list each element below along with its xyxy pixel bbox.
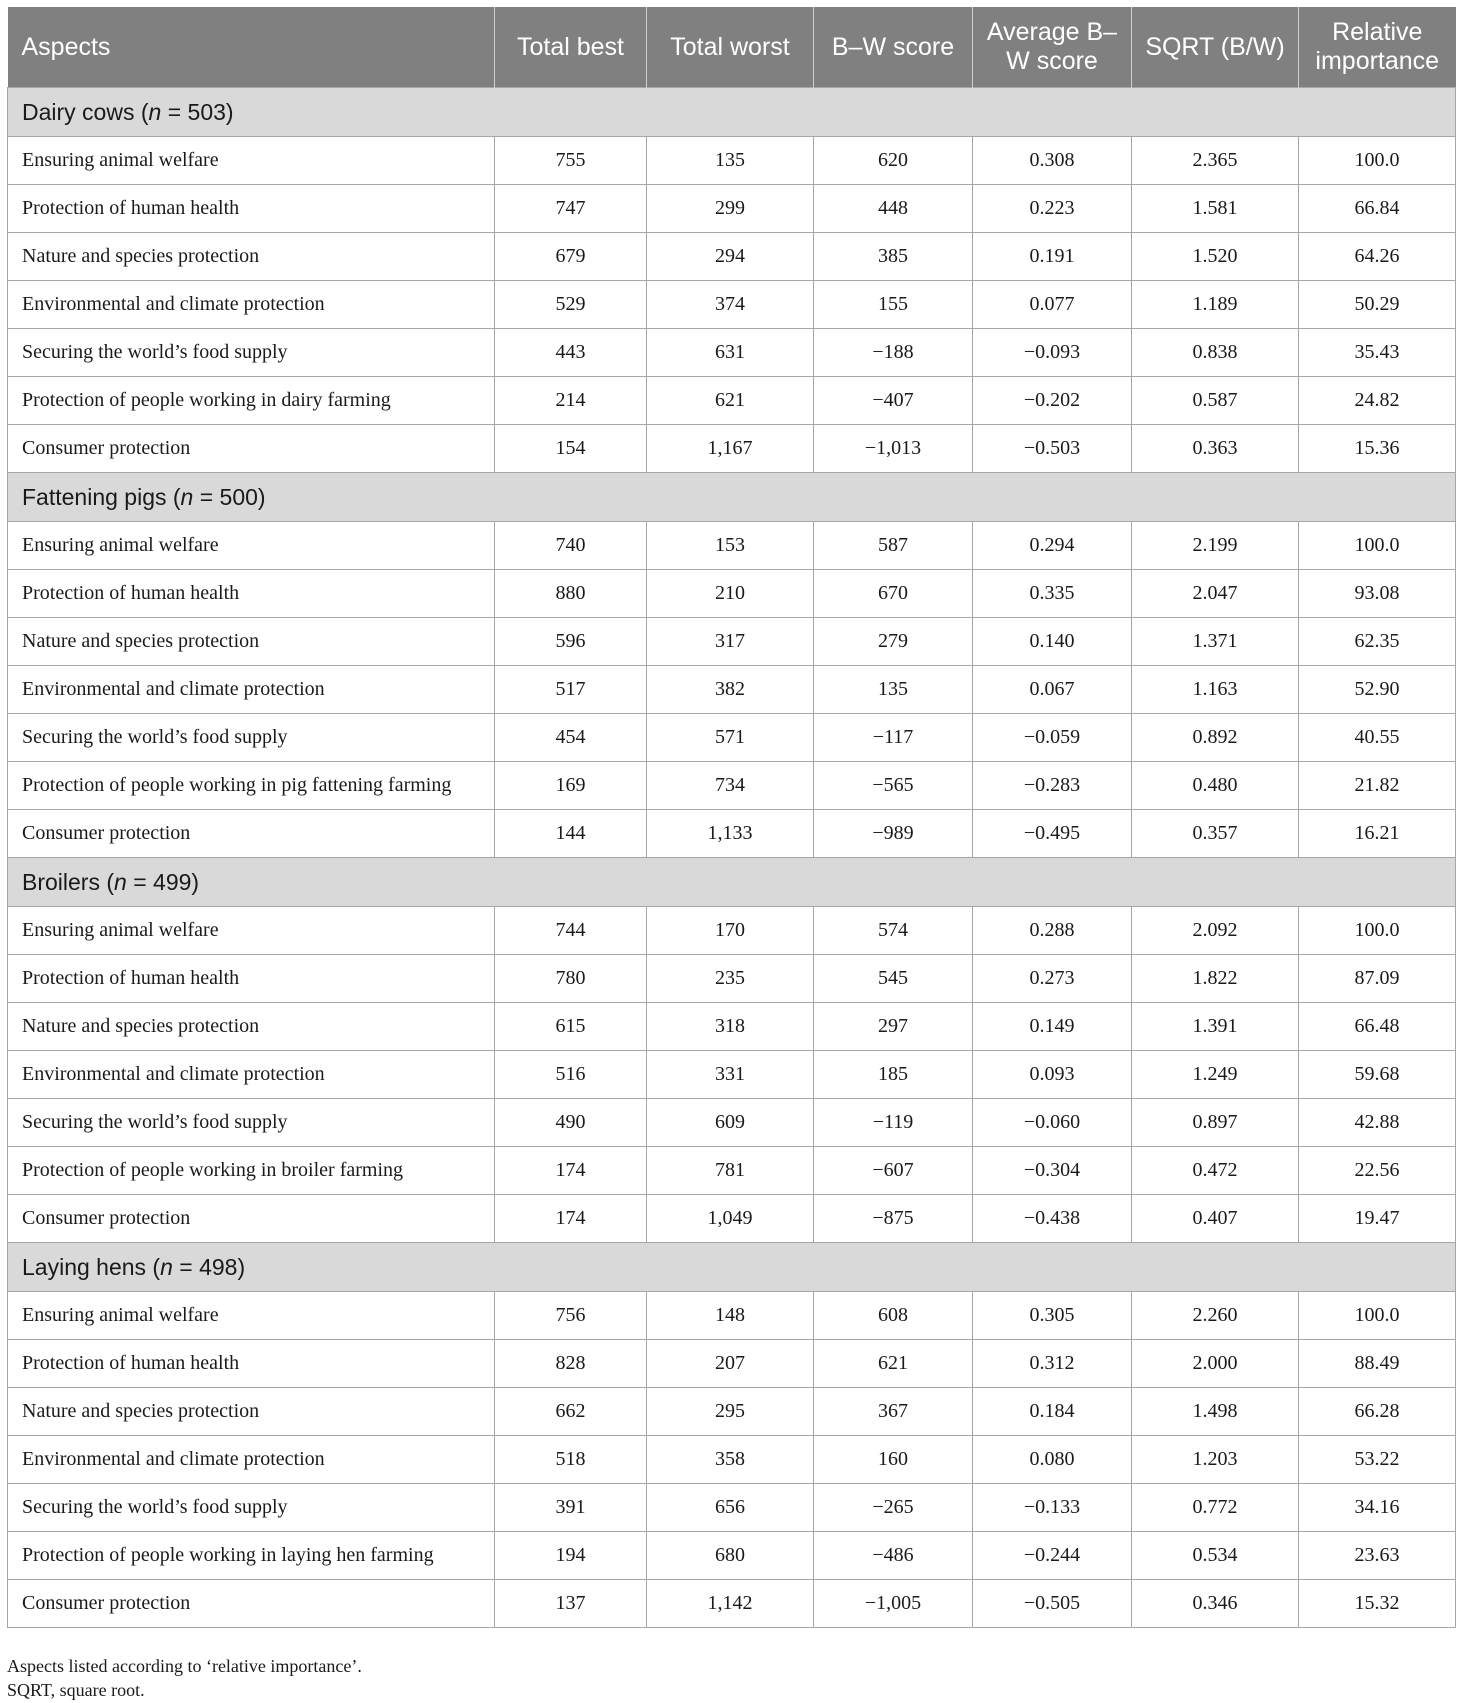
relative-importance-cell: 15.32 — [1299, 1580, 1456, 1628]
total-worst-cell: 207 — [647, 1340, 814, 1388]
bw-score-cell: 297 — [814, 1003, 973, 1051]
table-row — [8, 425, 1456, 473]
group-title — [8, 88, 1456, 137]
total-worst-cell: 1,133 — [647, 810, 814, 858]
average-bw-score-cell: −0.503 — [973, 425, 1132, 473]
total-worst-cell: 358 — [647, 1436, 814, 1484]
aspect-cell: Ensuring animal welfare — [8, 522, 495, 570]
sqrt-bw-cell: 0.838 — [1132, 329, 1299, 377]
table-row — [8, 618, 1456, 666]
total-best-cell: 144 — [495, 810, 647, 858]
total-worst-cell: 621 — [647, 377, 814, 425]
total-best-cell: 828 — [495, 1340, 647, 1388]
relative-importance-cell: 93.08 — [1299, 570, 1456, 618]
table-row — [8, 714, 1456, 762]
average-bw-score-cell: 0.149 — [973, 1003, 1132, 1051]
bw-score-cell: 670 — [814, 570, 973, 618]
group-label: Laying hens ( — [22, 1253, 161, 1280]
table-row — [8, 1051, 1456, 1099]
group-header-row — [8, 1243, 1456, 1292]
table-row — [8, 522, 1456, 570]
aspect-cell: Consumer protection — [8, 1195, 495, 1243]
total-best-cell: 662 — [495, 1388, 647, 1436]
sqrt-bw-cell: 0.534 — [1132, 1532, 1299, 1580]
total-worst-cell: 318 — [647, 1003, 814, 1051]
sqrt-bw-cell: 2.365 — [1132, 137, 1299, 185]
header-average-bw-score: Average B–W score — [973, 7, 1132, 88]
sqrt-bw-cell: 0.772 — [1132, 1484, 1299, 1532]
total-worst-cell: 374 — [647, 281, 814, 329]
table-row — [8, 907, 1456, 955]
footnote: Aspects listed according to ‘relative importance’. — [7, 1656, 362, 1676]
relative-importance-cell: 50.29 — [1299, 281, 1456, 329]
relative-importance-cell: 66.28 — [1299, 1388, 1456, 1436]
total-best-cell: 490 — [495, 1099, 647, 1147]
sqrt-bw-cell: 0.892 — [1132, 714, 1299, 762]
aspect-cell: Protection of people working in broiler farming — [8, 1147, 495, 1195]
total-best-cell: 740 — [495, 522, 647, 570]
bw-score-cell: 587 — [814, 522, 973, 570]
average-bw-score-cell: 0.223 — [973, 185, 1132, 233]
header-total-best: Total best — [495, 7, 647, 88]
group-header-row — [8, 858, 1456, 907]
total-worst-cell: 609 — [647, 1099, 814, 1147]
bw-score-cell: −989 — [814, 810, 973, 858]
total-worst-cell: 331 — [647, 1051, 814, 1099]
average-bw-score-cell: −0.202 — [973, 377, 1132, 425]
bw-score-cell: 545 — [814, 955, 973, 1003]
total-worst-cell: 295 — [647, 1388, 814, 1436]
bw-score-cell: 385 — [814, 233, 973, 281]
total-best-cell: 756 — [495, 1292, 647, 1340]
total-best-cell: 780 — [495, 955, 647, 1003]
average-bw-score-cell: 0.191 — [973, 233, 1132, 281]
total-worst-cell: 210 — [647, 570, 814, 618]
average-bw-score-cell: 0.093 — [973, 1051, 1132, 1099]
average-bw-score-cell: 0.288 — [973, 907, 1132, 955]
bw-score-cell: −188 — [814, 329, 973, 377]
table-row — [8, 137, 1456, 185]
aspect-cell: Nature and species protection — [8, 1388, 495, 1436]
aspect-cell: Protection of human health — [8, 185, 495, 233]
header-relative-importance: Relative importance — [1299, 7, 1456, 88]
total-best-cell: 137 — [495, 1580, 647, 1628]
table-row — [8, 1388, 1456, 1436]
table-row — [8, 810, 1456, 858]
relative-importance-cell: 21.82 — [1299, 762, 1456, 810]
aspect-cell: Securing the world’s food supply — [8, 714, 495, 762]
relative-importance-cell: 22.56 — [1299, 1147, 1456, 1195]
total-best-cell: 194 — [495, 1532, 647, 1580]
relative-importance-cell: 64.26 — [1299, 233, 1456, 281]
total-best-cell: 615 — [495, 1003, 647, 1051]
table-row — [8, 1532, 1456, 1580]
relative-importance-cell: 15.36 — [1299, 425, 1456, 473]
header-bw-score: B–W score — [814, 7, 973, 88]
average-bw-score-cell: 0.080 — [973, 1436, 1132, 1484]
bw-score-cell: 608 — [814, 1292, 973, 1340]
aspect-cell: Nature and species protection — [8, 233, 495, 281]
aspect-cell: Securing the world’s food supply — [8, 329, 495, 377]
average-bw-score-cell: −0.244 — [973, 1532, 1132, 1580]
aspect-cell: Protection of people working in dairy farming — [8, 377, 495, 425]
bw-score-cell: 620 — [814, 137, 973, 185]
sample-size-value: = 499) — [126, 868, 200, 895]
sqrt-bw-cell: 1.581 — [1132, 185, 1299, 233]
bw-score-cell: −119 — [814, 1099, 973, 1147]
total-best-cell: 174 — [495, 1147, 647, 1195]
aspect-cell: Protection of human health — [8, 955, 495, 1003]
total-best-cell: 454 — [495, 714, 647, 762]
bw-score-cell: 135 — [814, 666, 973, 714]
sqrt-bw-cell: 0.346 — [1132, 1580, 1299, 1628]
sqrt-bw-cell: 1.371 — [1132, 618, 1299, 666]
table-row — [8, 955, 1456, 1003]
total-best-cell: 174 — [495, 1195, 647, 1243]
relative-importance-cell: 23.63 — [1299, 1532, 1456, 1580]
results-table — [7, 7, 1456, 1628]
bw-score-cell: −486 — [814, 1532, 973, 1580]
average-bw-score-cell: 0.312 — [973, 1340, 1132, 1388]
average-bw-score-cell: −0.060 — [973, 1099, 1132, 1147]
total-best-cell: 443 — [495, 329, 647, 377]
table-row — [8, 1580, 1456, 1628]
average-bw-score-cell: 0.273 — [973, 955, 1132, 1003]
total-worst-cell: 148 — [647, 1292, 814, 1340]
group-header-row — [8, 473, 1456, 522]
sample-size-symbol: n — [148, 98, 162, 125]
relative-importance-cell: 35.43 — [1299, 329, 1456, 377]
table-row — [8, 1484, 1456, 1532]
average-bw-score-cell: −0.495 — [973, 810, 1132, 858]
total-worst-cell: 135 — [647, 137, 814, 185]
sqrt-bw-cell: 0.407 — [1132, 1195, 1299, 1243]
average-bw-score-cell: 0.077 — [973, 281, 1132, 329]
relative-importance-cell: 100.0 — [1299, 137, 1456, 185]
total-worst-cell: 1,167 — [647, 425, 814, 473]
total-best-cell: 518 — [495, 1436, 647, 1484]
average-bw-score-cell: −0.505 — [973, 1580, 1132, 1628]
total-worst-cell: 1,049 — [647, 1195, 814, 1243]
bw-score-cell: 367 — [814, 1388, 973, 1436]
aspect-cell: Environmental and climate protection — [8, 1436, 495, 1484]
total-worst-cell: 317 — [647, 618, 814, 666]
bw-score-cell: 448 — [814, 185, 973, 233]
bw-score-cell: −607 — [814, 1147, 973, 1195]
total-worst-cell: 1,142 — [647, 1580, 814, 1628]
sample-size-value: = 498) — [172, 1253, 246, 1280]
relative-importance-cell: 100.0 — [1299, 907, 1456, 955]
table-row — [8, 1195, 1456, 1243]
relative-importance-cell: 62.35 — [1299, 618, 1456, 666]
sqrt-bw-cell: 2.000 — [1132, 1340, 1299, 1388]
average-bw-score-cell: 0.305 — [973, 1292, 1132, 1340]
aspect-cell: Consumer protection — [8, 810, 495, 858]
total-best-cell: 755 — [495, 137, 647, 185]
aspect-cell: Securing the world’s food supply — [8, 1099, 495, 1147]
aspect-cell: Environmental and climate protection — [8, 666, 495, 714]
total-best-cell: 516 — [495, 1051, 647, 1099]
sqrt-bw-cell: 0.363 — [1132, 425, 1299, 473]
relative-importance-cell: 53.22 — [1299, 1436, 1456, 1484]
bw-score-cell: 574 — [814, 907, 973, 955]
average-bw-score-cell: −0.304 — [973, 1147, 1132, 1195]
bw-score-cell: −265 — [814, 1484, 973, 1532]
relative-importance-cell: 100.0 — [1299, 1292, 1456, 1340]
average-bw-score-cell: 0.308 — [973, 137, 1132, 185]
table-row — [8, 185, 1456, 233]
table-row — [8, 1340, 1456, 1388]
relative-importance-cell: 16.21 — [1299, 810, 1456, 858]
relative-importance-cell: 40.55 — [1299, 714, 1456, 762]
relative-importance-cell: 52.90 — [1299, 666, 1456, 714]
aspect-cell: Protection of human health — [8, 570, 495, 618]
table-row — [8, 1147, 1456, 1195]
header-row — [8, 7, 1456, 88]
total-best-cell: 744 — [495, 907, 647, 955]
total-best-cell: 679 — [495, 233, 647, 281]
aspect-cell: Ensuring animal welfare — [8, 907, 495, 955]
group-label: Fattening pigs ( — [22, 483, 181, 510]
sqrt-bw-cell: 0.357 — [1132, 810, 1299, 858]
group-label: Dairy cows ( — [22, 98, 149, 125]
group-title — [8, 473, 1456, 522]
total-best-cell: 529 — [495, 281, 647, 329]
total-worst-cell: 170 — [647, 907, 814, 955]
average-bw-score-cell: 0.184 — [973, 1388, 1132, 1436]
sample-size-value: = 500) — [193, 483, 266, 510]
relative-importance-cell: 66.84 — [1299, 185, 1456, 233]
relative-importance-cell: 59.68 — [1299, 1051, 1456, 1099]
sqrt-bw-cell: 1.189 — [1132, 281, 1299, 329]
total-worst-cell: 781 — [647, 1147, 814, 1195]
sqrt-bw-cell: 0.587 — [1132, 377, 1299, 425]
aspect-cell: Protection of people working in laying hen farming — [8, 1532, 495, 1580]
aspect-cell: Environmental and climate protection — [8, 1051, 495, 1099]
sqrt-bw-cell: 2.092 — [1132, 907, 1299, 955]
average-bw-score-cell: −0.438 — [973, 1195, 1132, 1243]
sqrt-bw-cell: 1.391 — [1132, 1003, 1299, 1051]
total-best-cell: 169 — [495, 762, 647, 810]
table-row — [8, 1099, 1456, 1147]
aspect-cell: Consumer protection — [8, 425, 495, 473]
relative-importance-cell: 19.47 — [1299, 1195, 1456, 1243]
total-best-cell: 517 — [495, 666, 647, 714]
table-row — [8, 329, 1456, 377]
total-worst-cell: 631 — [647, 329, 814, 377]
average-bw-score-cell: 0.294 — [973, 522, 1132, 570]
aspect-cell: Nature and species protection — [8, 618, 495, 666]
sample-size-value: = 503) — [161, 98, 234, 125]
sqrt-bw-cell: 1.822 — [1132, 955, 1299, 1003]
aspect-cell: Consumer protection — [8, 1580, 495, 1628]
bw-score-cell: −565 — [814, 762, 973, 810]
total-best-cell: 214 — [495, 377, 647, 425]
total-worst-cell: 153 — [647, 522, 814, 570]
bw-score-cell: 160 — [814, 1436, 973, 1484]
sqrt-bw-cell: 2.047 — [1132, 570, 1299, 618]
relative-importance-cell: 100.0 — [1299, 522, 1456, 570]
sqrt-bw-cell: 1.520 — [1132, 233, 1299, 281]
average-bw-score-cell: −0.283 — [973, 762, 1132, 810]
header-sqrt-bw: SQRT (B/W) — [1132, 7, 1299, 88]
table-row — [8, 762, 1456, 810]
relative-importance-cell: 88.49 — [1299, 1340, 1456, 1388]
relative-importance-cell: 34.16 — [1299, 1484, 1456, 1532]
sqrt-bw-cell: 0.472 — [1132, 1147, 1299, 1195]
bw-score-cell: 185 — [814, 1051, 973, 1099]
aspect-cell: Protection of people working in pig fattening farming — [8, 762, 495, 810]
sqrt-bw-cell: 2.199 — [1132, 522, 1299, 570]
total-worst-cell: 382 — [647, 666, 814, 714]
table-header — [8, 7, 1456, 88]
average-bw-score-cell: −0.093 — [973, 329, 1132, 377]
sample-size-symbol: n — [114, 868, 127, 895]
sqrt-bw-cell: 1.163 — [1132, 666, 1299, 714]
group-title — [8, 1243, 1456, 1292]
table-row — [8, 666, 1456, 714]
total-worst-cell: 571 — [647, 714, 814, 762]
relative-importance-cell: 24.82 — [1299, 377, 1456, 425]
total-best-cell: 154 — [495, 425, 647, 473]
bw-score-cell: −117 — [814, 714, 973, 762]
table-row — [8, 281, 1456, 329]
average-bw-score-cell: 0.335 — [973, 570, 1132, 618]
bw-score-cell: −875 — [814, 1195, 973, 1243]
bw-score-cell: −1,013 — [814, 425, 973, 473]
sqrt-bw-cell: 0.897 — [1132, 1099, 1299, 1147]
total-worst-cell: 656 — [647, 1484, 814, 1532]
table-row — [8, 377, 1456, 425]
average-bw-score-cell: 0.067 — [973, 666, 1132, 714]
relative-importance-cell: 87.09 — [1299, 955, 1456, 1003]
sqrt-bw-cell: 0.480 — [1132, 762, 1299, 810]
total-worst-cell: 294 — [647, 233, 814, 281]
results-table-container — [7, 7, 1455, 1628]
table-row — [8, 233, 1456, 281]
bw-score-cell: −1,005 — [814, 1580, 973, 1628]
bw-score-cell: 279 — [814, 618, 973, 666]
table-row — [8, 570, 1456, 618]
sample-size-symbol: n — [160, 1253, 173, 1280]
total-worst-cell: 734 — [647, 762, 814, 810]
table-body — [8, 88, 1456, 1628]
total-worst-cell: 235 — [647, 955, 814, 1003]
sqrt-bw-cell: 2.260 — [1132, 1292, 1299, 1340]
total-worst-cell: 680 — [647, 1532, 814, 1580]
table-footnotes — [7, 1654, 362, 1702]
sample-size-symbol: n — [180, 483, 194, 510]
table-row — [8, 1436, 1456, 1484]
total-best-cell: 391 — [495, 1484, 647, 1532]
sqrt-bw-cell: 1.498 — [1132, 1388, 1299, 1436]
average-bw-score-cell: −0.133 — [973, 1484, 1132, 1532]
group-label: Broilers ( — [22, 868, 115, 895]
bw-score-cell: 621 — [814, 1340, 973, 1388]
total-best-cell: 880 — [495, 570, 647, 618]
total-best-cell: 747 — [495, 185, 647, 233]
total-best-cell: 596 — [495, 618, 647, 666]
group-header-row — [8, 88, 1456, 137]
bw-score-cell: 155 — [814, 281, 973, 329]
aspect-cell: Securing the world’s food supply — [8, 1484, 495, 1532]
average-bw-score-cell: −0.059 — [973, 714, 1132, 762]
header-aspects: Aspects — [8, 7, 495, 88]
bw-score-cell: −407 — [814, 377, 973, 425]
relative-importance-cell: 66.48 — [1299, 1003, 1456, 1051]
sqrt-bw-cell: 1.249 — [1132, 1051, 1299, 1099]
table-row — [8, 1003, 1456, 1051]
group-title — [8, 858, 1456, 907]
aspect-cell: Nature and species protection — [8, 1003, 495, 1051]
relative-importance-cell: 42.88 — [1299, 1099, 1456, 1147]
table-row — [8, 1292, 1456, 1340]
total-worst-cell: 299 — [647, 185, 814, 233]
aspect-cell: Environmental and climate protection — [8, 281, 495, 329]
header-total-worst: Total worst — [647, 7, 814, 88]
aspect-cell: Ensuring animal welfare — [8, 1292, 495, 1340]
sqrt-bw-cell: 1.203 — [1132, 1436, 1299, 1484]
average-bw-score-cell: 0.140 — [973, 618, 1132, 666]
footnote: SQRT, square root. — [7, 1680, 145, 1700]
aspect-cell: Protection of human health — [8, 1340, 495, 1388]
aspect-cell: Ensuring animal welfare — [8, 137, 495, 185]
